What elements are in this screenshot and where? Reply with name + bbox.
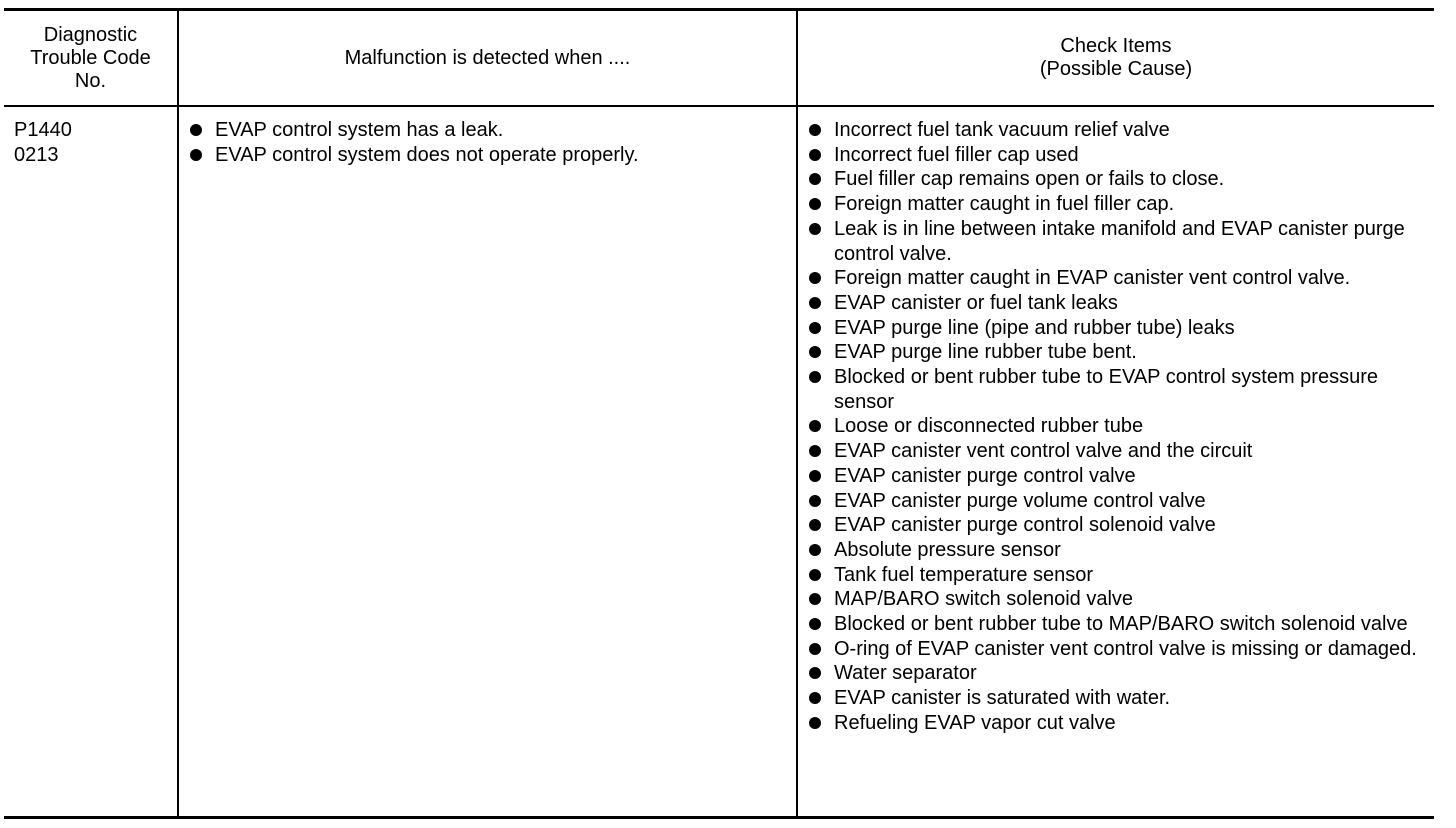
- check-item-text: Blocked or bent rubber tube to EVAP control system pressure sensor: [834, 366, 1378, 413]
- bullet-icon: [809, 346, 821, 358]
- bullet-icon: [809, 717, 821, 729]
- bullet-icon: [190, 149, 202, 161]
- list-item: [807, 661, 1427, 686]
- bullet-icon: [809, 297, 821, 309]
- check-item-text: Absolute pressure sensor: [834, 538, 1061, 561]
- list-item: [807, 340, 1427, 365]
- dtc-code-cell: [14, 118, 72, 167]
- bullet-icon: [809, 544, 821, 556]
- check-item-text: Loose or disconnected rubber tube: [834, 415, 1144, 438]
- check-item-text: Water separator: [834, 662, 977, 685]
- column-divider-1: [177, 10, 179, 817]
- check-item-text: Fuel filler cap remains open or fails to close.: [834, 168, 1225, 191]
- table-bottom-rule: [4, 816, 1434, 819]
- header-malfunction: [179, 11, 796, 105]
- list-item: [188, 118, 788, 143]
- list-item: [807, 686, 1427, 711]
- check-item-text: EVAP canister vent control valve and the circuit: [834, 440, 1253, 463]
- column-divider-2: [796, 10, 798, 817]
- header-dtc-number: [4, 11, 177, 105]
- header-dtc-line-3: No.: [74, 69, 107, 92]
- list-item: [807, 563, 1427, 588]
- check-item-text: Leak is in line between intake manifold and EVAP canister purge control valve.: [834, 217, 1405, 265]
- header-check-line-2: (Possible Cause): [1039, 58, 1193, 80]
- malfunction-list: [188, 118, 788, 167]
- list-item: [807, 439, 1427, 464]
- header-malfunction-label: Malfunction is detected when ....: [344, 46, 631, 69]
- list-item: [807, 266, 1427, 291]
- header-check-line-1: Check Items: [1060, 35, 1172, 57]
- bullet-icon: [809, 495, 821, 507]
- bullet-icon: [809, 643, 821, 655]
- check-item-text: EVAP canister purge control valve: [834, 464, 1136, 487]
- check-item-text: EVAP canister purge volume control valve: [834, 489, 1206, 512]
- check-item-text: Refueling EVAP vapor cut valve: [834, 711, 1116, 734]
- list-item: [807, 587, 1427, 612]
- check-item-text: Foreign matter caught in fuel filler cap.: [834, 193, 1175, 216]
- list-item: [807, 316, 1427, 341]
- check-items-list: [807, 118, 1427, 736]
- list-item: [807, 167, 1427, 192]
- check-item-text: Foreign matter caught in EVAP canister vent control valve.: [834, 267, 1351, 290]
- bullet-icon: [809, 420, 821, 432]
- list-item: [807, 414, 1427, 439]
- bullet-icon: [809, 124, 821, 136]
- bullet-icon: [809, 519, 821, 531]
- bullet-icon: [809, 173, 821, 185]
- list-item: [807, 143, 1427, 168]
- check-item-text: EVAP canister or fuel tank leaks: [834, 291, 1118, 314]
- bullet-icon: [809, 223, 821, 235]
- list-item: [807, 489, 1427, 514]
- header-check-items: [798, 11, 1434, 105]
- check-item-text: O-ring of EVAP canister vent control valve is missing or damaged.: [834, 637, 1417, 660]
- bullet-icon: [809, 470, 821, 482]
- dtc-code-secondary: 0213: [14, 143, 59, 166]
- header-dtc-line-1: Diagnostic: [43, 23, 138, 46]
- list-item: [807, 291, 1427, 316]
- list-item: [807, 365, 1427, 414]
- list-item: [807, 612, 1427, 637]
- list-item: [807, 464, 1427, 489]
- header-dtc-line-2: Trouble Code: [30, 46, 151, 69]
- bullet-icon: [809, 198, 821, 210]
- list-item: [188, 143, 788, 168]
- malfunction-text: EVAP control system has a leak.: [215, 119, 504, 141]
- list-item: [807, 513, 1427, 538]
- check-item-text: Blocked or bent rubber tube to MAP/BARO switch solenoid valve: [834, 613, 1408, 636]
- check-item-text: EVAP canister is saturated with water.: [834, 687, 1171, 710]
- check-item-text: EVAP purge line rubber tube bent.: [834, 341, 1137, 364]
- bullet-icon: [809, 149, 821, 161]
- bullet-icon: [809, 692, 821, 704]
- bullet-icon: [809, 445, 821, 457]
- list-item: [807, 118, 1427, 143]
- dtc-code-primary: P1440: [14, 119, 72, 141]
- list-item: [807, 711, 1427, 736]
- list-item: [807, 217, 1427, 266]
- list-item: [807, 538, 1427, 563]
- check-item-text: MAP/BARO switch solenoid valve: [834, 588, 1134, 611]
- check-item-text: Incorrect fuel tank vacuum relief valve: [834, 119, 1170, 141]
- list-item: [807, 192, 1427, 217]
- bullet-icon: [809, 667, 821, 679]
- list-item: [807, 637, 1427, 662]
- bullet-icon: [190, 124, 202, 136]
- header-divider-rule: [4, 105, 1434, 107]
- check-item-text: EVAP canister purge control solenoid valve: [834, 514, 1216, 537]
- bullet-icon: [809, 272, 821, 284]
- malfunction-text: EVAP control system does not operate properly.: [215, 143, 639, 166]
- bullet-icon: [809, 569, 821, 581]
- bullet-icon: [809, 371, 821, 383]
- bullet-icon: [809, 618, 821, 630]
- check-item-text: Tank fuel temperature sensor: [834, 563, 1094, 586]
- dtc-table: [4, 8, 1434, 820]
- check-item-text: EVAP purge line (pipe and rubber tube) leaks: [834, 316, 1235, 339]
- check-item-text: Incorrect fuel filler cap used: [834, 143, 1079, 166]
- bullet-icon: [809, 322, 821, 334]
- bullet-icon: [809, 593, 821, 605]
